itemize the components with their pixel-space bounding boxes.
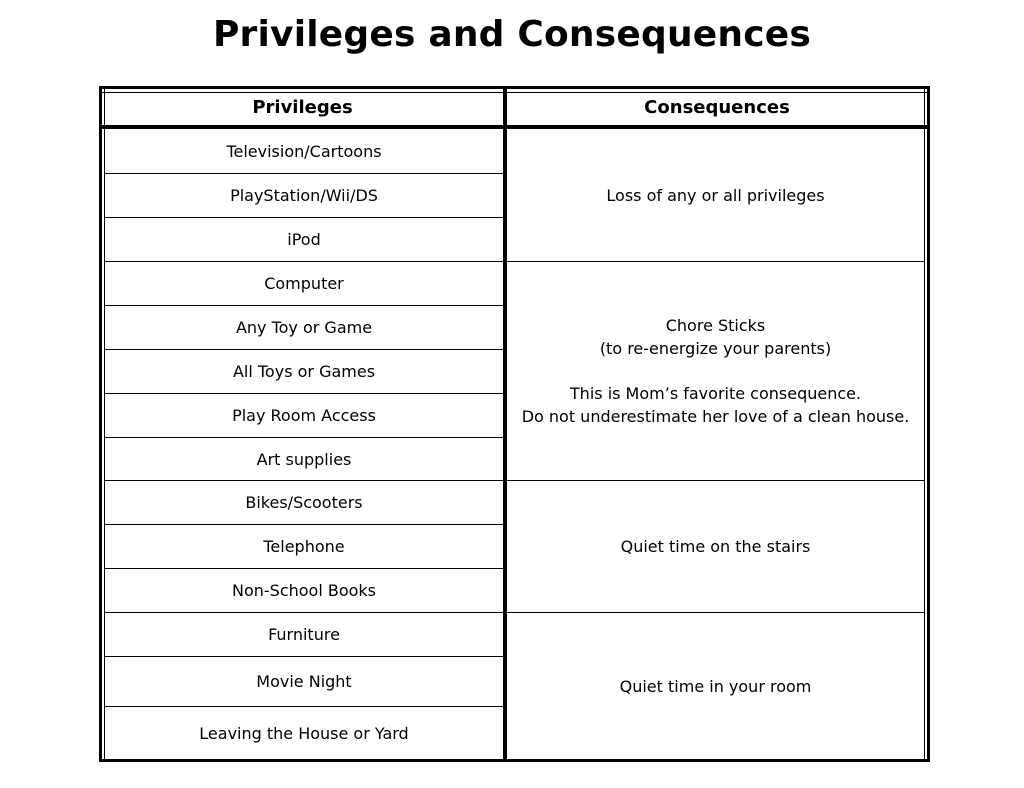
privilege-row: Leaving the House or Yard [199, 723, 409, 743]
privilege-row: Art supplies [105, 438, 503, 481]
consequence-cell [507, 613, 924, 759]
privilege-row: Computer [105, 262, 503, 306]
privilege-row: Any Toy or Game [105, 306, 503, 350]
table-border-inner [924, 89, 925, 759]
consequence-note: This is Mom’s favorite consequence. [569, 384, 862, 403]
privilege-row: Furniture [105, 613, 503, 657]
consequence-text: (to re-energize your parents) [599, 339, 832, 358]
header-consequences: Consequences [644, 96, 790, 118]
privilege-row: iPod [105, 218, 503, 262]
privilege-row: PlayStation/Wii/DS [105, 174, 503, 218]
privilege-row: Telephone [105, 525, 503, 569]
privilege-row: All Toys or Games [105, 350, 503, 394]
privilege-row: Bikes/Scooters [105, 481, 503, 525]
consequence-text: Loss of any or all privileges [606, 185, 825, 205]
consequence-text: Quiet time on the stairs [620, 537, 811, 556]
privileges-consequences-table [99, 86, 930, 762]
consequence-note: Do not underestimate her love of a clean house. [521, 407, 910, 426]
privilege-row: Movie Night [105, 657, 503, 707]
consequence-cell [507, 129, 924, 262]
page-title: Privileges and Consequences [212, 14, 812, 55]
consequence-text: Quiet time in your room [619, 676, 812, 696]
privilege-row: Non-School Books [105, 569, 503, 613]
consequence-cell [507, 481, 924, 613]
consequence-cell [507, 262, 924, 481]
table-header-row [102, 89, 927, 127]
header-privileges: Privileges [252, 96, 353, 118]
privilege-row: Play Room Access [105, 394, 503, 438]
privilege-row: Television/Cartoons [105, 129, 503, 174]
consequence-text: Chore Sticks [665, 316, 766, 335]
